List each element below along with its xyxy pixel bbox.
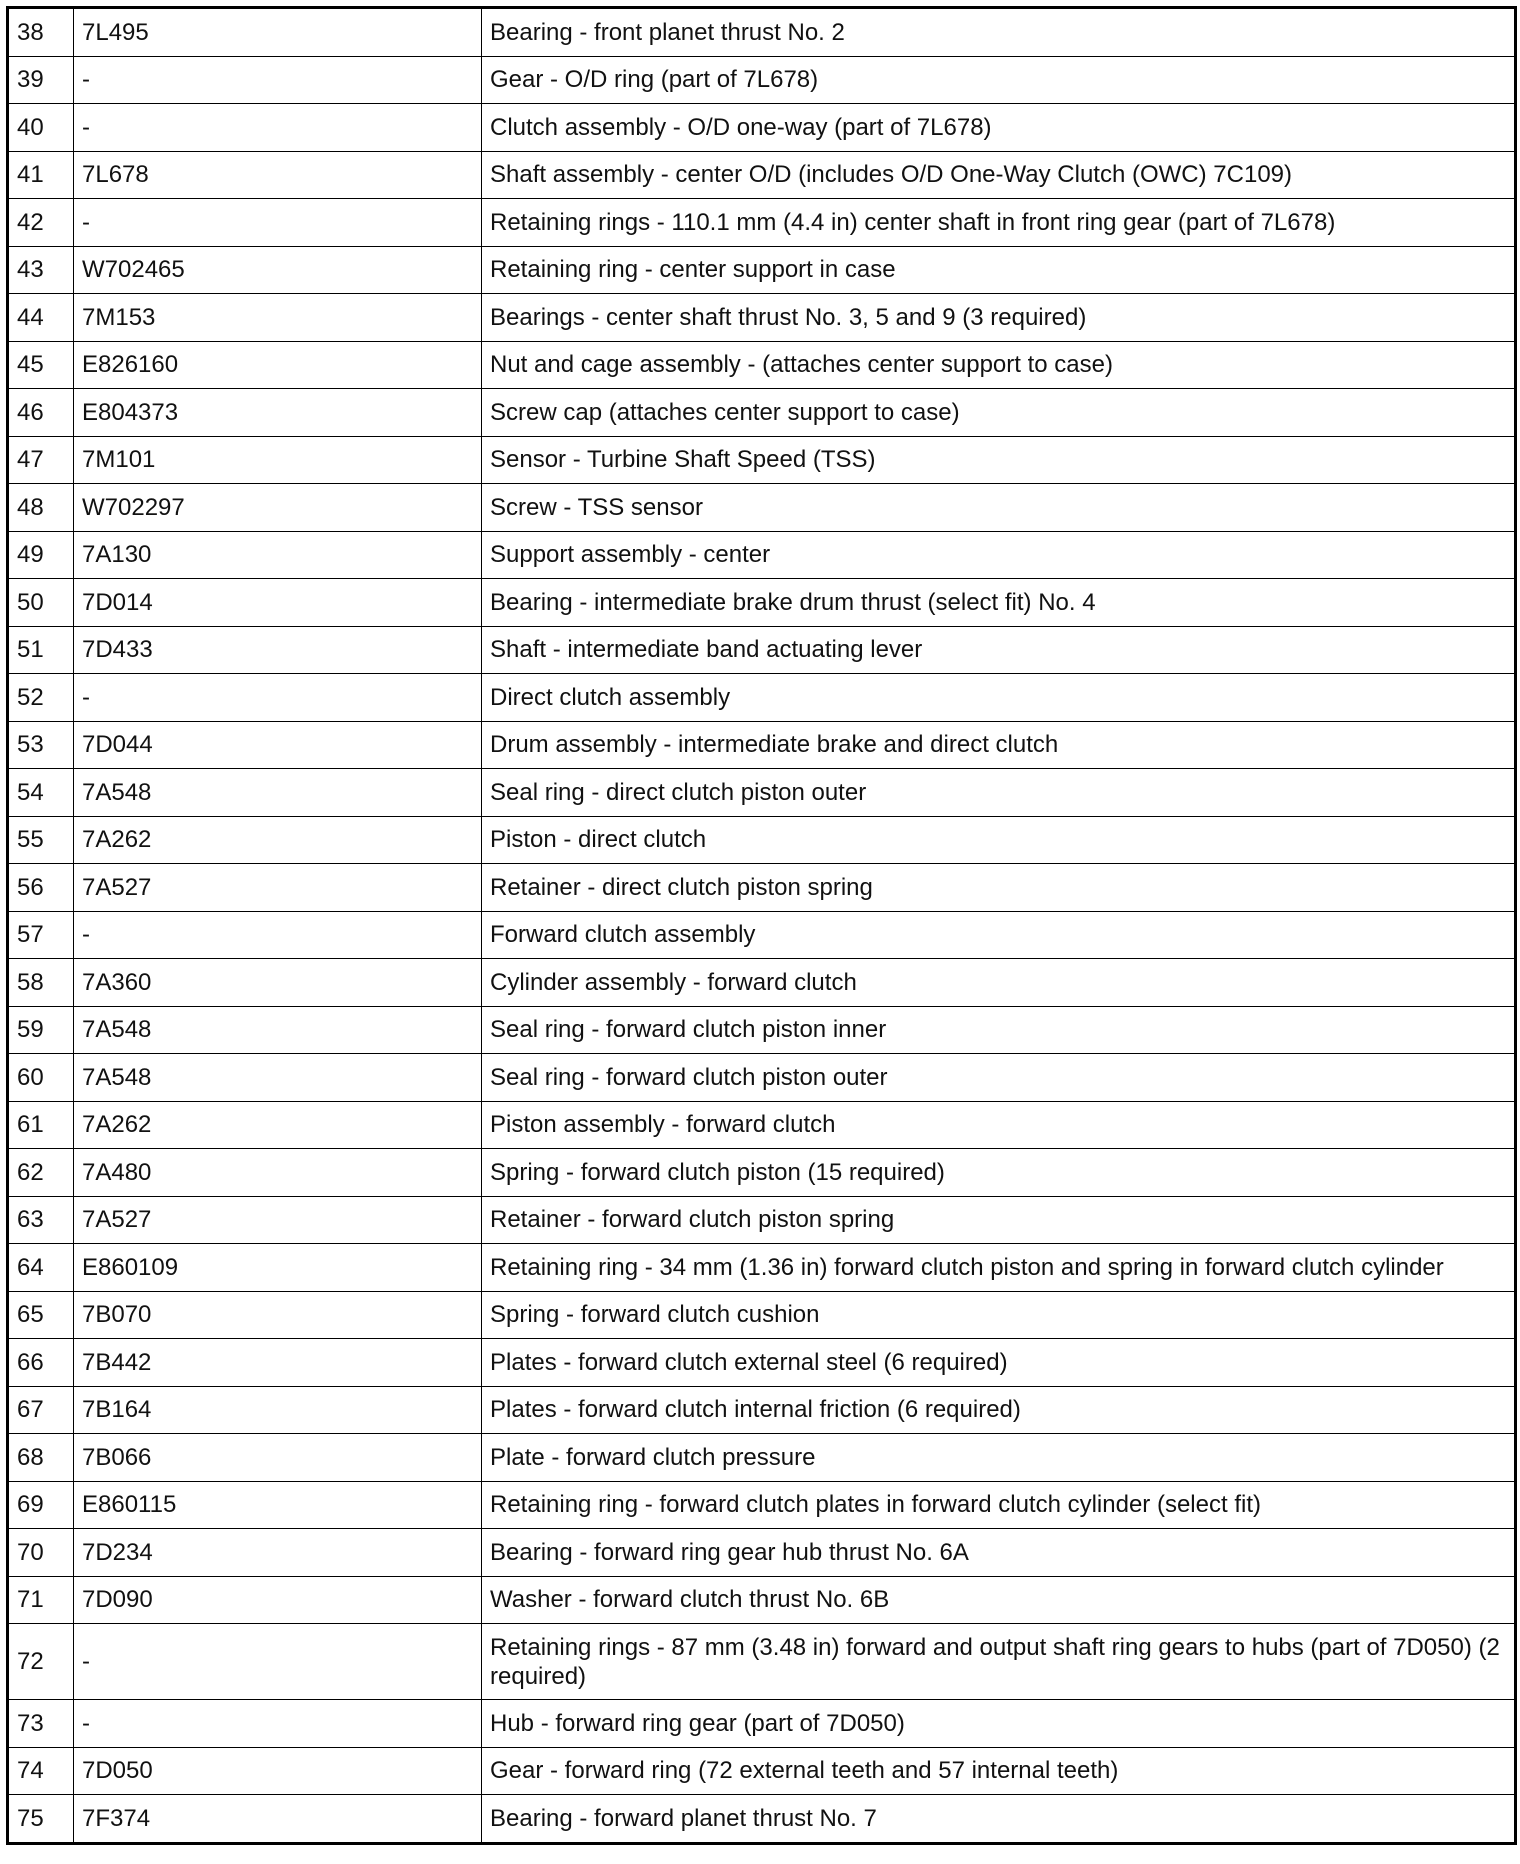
description-cell: Shaft - intermediate band actuating lever [482, 626, 1516, 674]
item-number-cell: 60 [8, 1054, 74, 1102]
table-row [8, 1481, 1516, 1529]
description-cell: Plate - forward clutch pressure [482, 1434, 1516, 1482]
part-number-cell: 7D433 [74, 626, 482, 674]
item-number-cell: 67 [8, 1386, 74, 1434]
item-number-cell: 43 [8, 246, 74, 294]
item-number-cell: 50 [8, 579, 74, 627]
item-number-cell: 55 [8, 816, 74, 864]
part-number-cell: - [74, 56, 482, 104]
description-cell: Piston assembly - forward clutch [482, 1101, 1516, 1149]
part-number-cell: - [74, 104, 482, 152]
item-number-cell: 38 [8, 8, 74, 57]
table-row [8, 674, 1516, 722]
part-number-cell: 7A548 [74, 1054, 482, 1102]
table-row [8, 769, 1516, 817]
table-row [8, 1529, 1516, 1577]
part-number-cell: 7D014 [74, 579, 482, 627]
part-number-cell: 7D044 [74, 721, 482, 769]
item-number-cell: 70 [8, 1529, 74, 1577]
table-row [8, 436, 1516, 484]
table-row [8, 1576, 1516, 1624]
description-cell: Bearing - forward planet thrust No. 7 [482, 1795, 1516, 1844]
item-number-cell: 39 [8, 56, 74, 104]
part-number-cell: 7A548 [74, 769, 482, 817]
description-cell: Piston - direct clutch [482, 816, 1516, 864]
table-row [8, 1434, 1516, 1482]
table-row [8, 1054, 1516, 1102]
description-cell: Plates - forward clutch external steel (6 required) [482, 1339, 1516, 1387]
description-cell: Gear - O/D ring (part of 7L678) [482, 56, 1516, 104]
table-row [8, 246, 1516, 294]
description-cell: Bearings - center shaft thrust No. 3, 5 and 9 (3 required) [482, 294, 1516, 342]
table-row [8, 8, 1516, 57]
description-cell: Seal ring - forward clutch piston inner [482, 1006, 1516, 1054]
table-row [8, 1339, 1516, 1387]
description-cell: Cylinder assembly - forward clutch [482, 959, 1516, 1007]
table-row [8, 389, 1516, 437]
item-number-cell: 63 [8, 1196, 74, 1244]
table-row [8, 1196, 1516, 1244]
part-number-cell: 7D050 [74, 1747, 482, 1795]
table-row [8, 1244, 1516, 1292]
table-row [8, 151, 1516, 199]
table-row [8, 1624, 1516, 1700]
description-cell: Retaining rings - 87 mm (3.48 in) forward and output shaft ring gears to hubs (part of 7D050) (2 required) [482, 1624, 1516, 1700]
part-number-cell: 7D234 [74, 1529, 482, 1577]
description-cell: Spring - forward clutch cushion [482, 1291, 1516, 1339]
part-number-cell: E860109 [74, 1244, 482, 1292]
item-number-cell: 45 [8, 341, 74, 389]
part-number-cell: 7D090 [74, 1576, 482, 1624]
description-cell: Seal ring - forward clutch piston outer [482, 1054, 1516, 1102]
part-number-cell: - [74, 199, 482, 247]
description-cell: Drum assembly - intermediate brake and direct clutch [482, 721, 1516, 769]
part-number-cell: 7L678 [74, 151, 482, 199]
item-number-cell: 65 [8, 1291, 74, 1339]
table-row [8, 816, 1516, 864]
item-number-cell: 72 [8, 1624, 74, 1700]
table-row [8, 56, 1516, 104]
item-number-cell: 71 [8, 1576, 74, 1624]
part-number-cell: 7B066 [74, 1434, 482, 1482]
item-number-cell: 62 [8, 1149, 74, 1197]
description-cell: Screw cap (attaches center support to case) [482, 389, 1516, 437]
parts-table-body [8, 8, 1516, 1844]
part-number-cell: - [74, 1700, 482, 1748]
table-row [8, 579, 1516, 627]
parts-table [6, 6, 1517, 1845]
description-cell: Shaft assembly - center O/D (includes O/D One-Way Clutch (OWC) 7C109) [482, 151, 1516, 199]
item-number-cell: 64 [8, 1244, 74, 1292]
description-cell: Seal ring - direct clutch piston outer [482, 769, 1516, 817]
item-number-cell: 57 [8, 911, 74, 959]
part-number-cell: 7F374 [74, 1795, 482, 1844]
part-number-cell: - [74, 1624, 482, 1700]
item-number-cell: 40 [8, 104, 74, 152]
part-number-cell: W702465 [74, 246, 482, 294]
description-cell: Clutch assembly - O/D one-way (part of 7L678) [482, 104, 1516, 152]
description-cell: Retaining ring - forward clutch plates in forward clutch cylinder (select fit) [482, 1481, 1516, 1529]
part-number-cell: E860115 [74, 1481, 482, 1529]
part-number-cell: 7B164 [74, 1386, 482, 1434]
item-number-cell: 59 [8, 1006, 74, 1054]
part-number-cell: 7B442 [74, 1339, 482, 1387]
description-cell: Spring - forward clutch piston (15 required) [482, 1149, 1516, 1197]
item-number-cell: 51 [8, 626, 74, 674]
description-cell: Hub - forward ring gear (part of 7D050) [482, 1700, 1516, 1748]
part-number-cell: 7A548 [74, 1006, 482, 1054]
description-cell: Washer - forward clutch thrust No. 6B [482, 1576, 1516, 1624]
part-number-cell: 7M153 [74, 294, 482, 342]
description-cell: Bearing - forward ring gear hub thrust No. 6A [482, 1529, 1516, 1577]
part-number-cell: E804373 [74, 389, 482, 437]
table-row [8, 294, 1516, 342]
description-cell: Direct clutch assembly [482, 674, 1516, 722]
description-cell: Screw - TSS sensor [482, 484, 1516, 532]
description-cell: Bearing - intermediate brake drum thrust (select fit) No. 4 [482, 579, 1516, 627]
item-number-cell: 48 [8, 484, 74, 532]
table-row [8, 531, 1516, 579]
part-number-cell: - [74, 911, 482, 959]
table-row [8, 1700, 1516, 1748]
part-number-cell: 7A480 [74, 1149, 482, 1197]
table-row [8, 1747, 1516, 1795]
item-number-cell: 47 [8, 436, 74, 484]
table-row [8, 721, 1516, 769]
table-row [8, 1386, 1516, 1434]
table-row [8, 626, 1516, 674]
description-cell: Bearing - front planet thrust No. 2 [482, 8, 1516, 57]
table-row [8, 911, 1516, 959]
item-number-cell: 44 [8, 294, 74, 342]
table-row [8, 484, 1516, 532]
description-cell: Retainer - direct clutch piston spring [482, 864, 1516, 912]
description-cell: Gear - forward ring (72 external teeth and 57 internal teeth) [482, 1747, 1516, 1795]
table-row [8, 104, 1516, 152]
part-number-cell: 7L495 [74, 8, 482, 57]
part-number-cell: E826160 [74, 341, 482, 389]
item-number-cell: 52 [8, 674, 74, 722]
item-number-cell: 56 [8, 864, 74, 912]
table-row [8, 1291, 1516, 1339]
table-row [8, 1149, 1516, 1197]
description-cell: Retaining rings - 110.1 mm (4.4 in) center shaft in front ring gear (part of 7L678) [482, 199, 1516, 247]
item-number-cell: 54 [8, 769, 74, 817]
part-number-cell: 7A130 [74, 531, 482, 579]
part-number-cell: 7A262 [74, 816, 482, 864]
description-cell: Support assembly - center [482, 531, 1516, 579]
part-number-cell: 7A360 [74, 959, 482, 1007]
part-number-cell: - [74, 674, 482, 722]
item-number-cell: 75 [8, 1795, 74, 1844]
item-number-cell: 42 [8, 199, 74, 247]
description-cell: Plates - forward clutch internal friction (6 required) [482, 1386, 1516, 1434]
table-row [8, 959, 1516, 1007]
description-cell: Retaining ring - center support in case [482, 246, 1516, 294]
description-cell: Retainer - forward clutch piston spring [482, 1196, 1516, 1244]
description-cell: Retaining ring - 34 mm (1.36 in) forward clutch piston and spring in forward clutch cylinder [482, 1244, 1516, 1292]
table-row [8, 1795, 1516, 1844]
part-number-cell: 7B070 [74, 1291, 482, 1339]
item-number-cell: 46 [8, 389, 74, 437]
item-number-cell: 69 [8, 1481, 74, 1529]
item-number-cell: 41 [8, 151, 74, 199]
table-row [8, 864, 1516, 912]
part-number-cell: 7A527 [74, 1196, 482, 1244]
table-row [8, 341, 1516, 389]
table-row [8, 199, 1516, 247]
table-row [8, 1101, 1516, 1149]
part-number-cell: 7M101 [74, 436, 482, 484]
table-row [8, 1006, 1516, 1054]
item-number-cell: 49 [8, 531, 74, 579]
description-cell: Sensor - Turbine Shaft Speed (TSS) [482, 436, 1516, 484]
item-number-cell: 58 [8, 959, 74, 1007]
description-cell: Forward clutch assembly [482, 911, 1516, 959]
part-number-cell: 7A262 [74, 1101, 482, 1149]
item-number-cell: 53 [8, 721, 74, 769]
part-number-cell: 7A527 [74, 864, 482, 912]
part-number-cell: W702297 [74, 484, 482, 532]
item-number-cell: 68 [8, 1434, 74, 1482]
item-number-cell: 74 [8, 1747, 74, 1795]
description-cell: Nut and cage assembly - (attaches center support to case) [482, 341, 1516, 389]
item-number-cell: 61 [8, 1101, 74, 1149]
item-number-cell: 73 [8, 1700, 74, 1748]
item-number-cell: 66 [8, 1339, 74, 1387]
